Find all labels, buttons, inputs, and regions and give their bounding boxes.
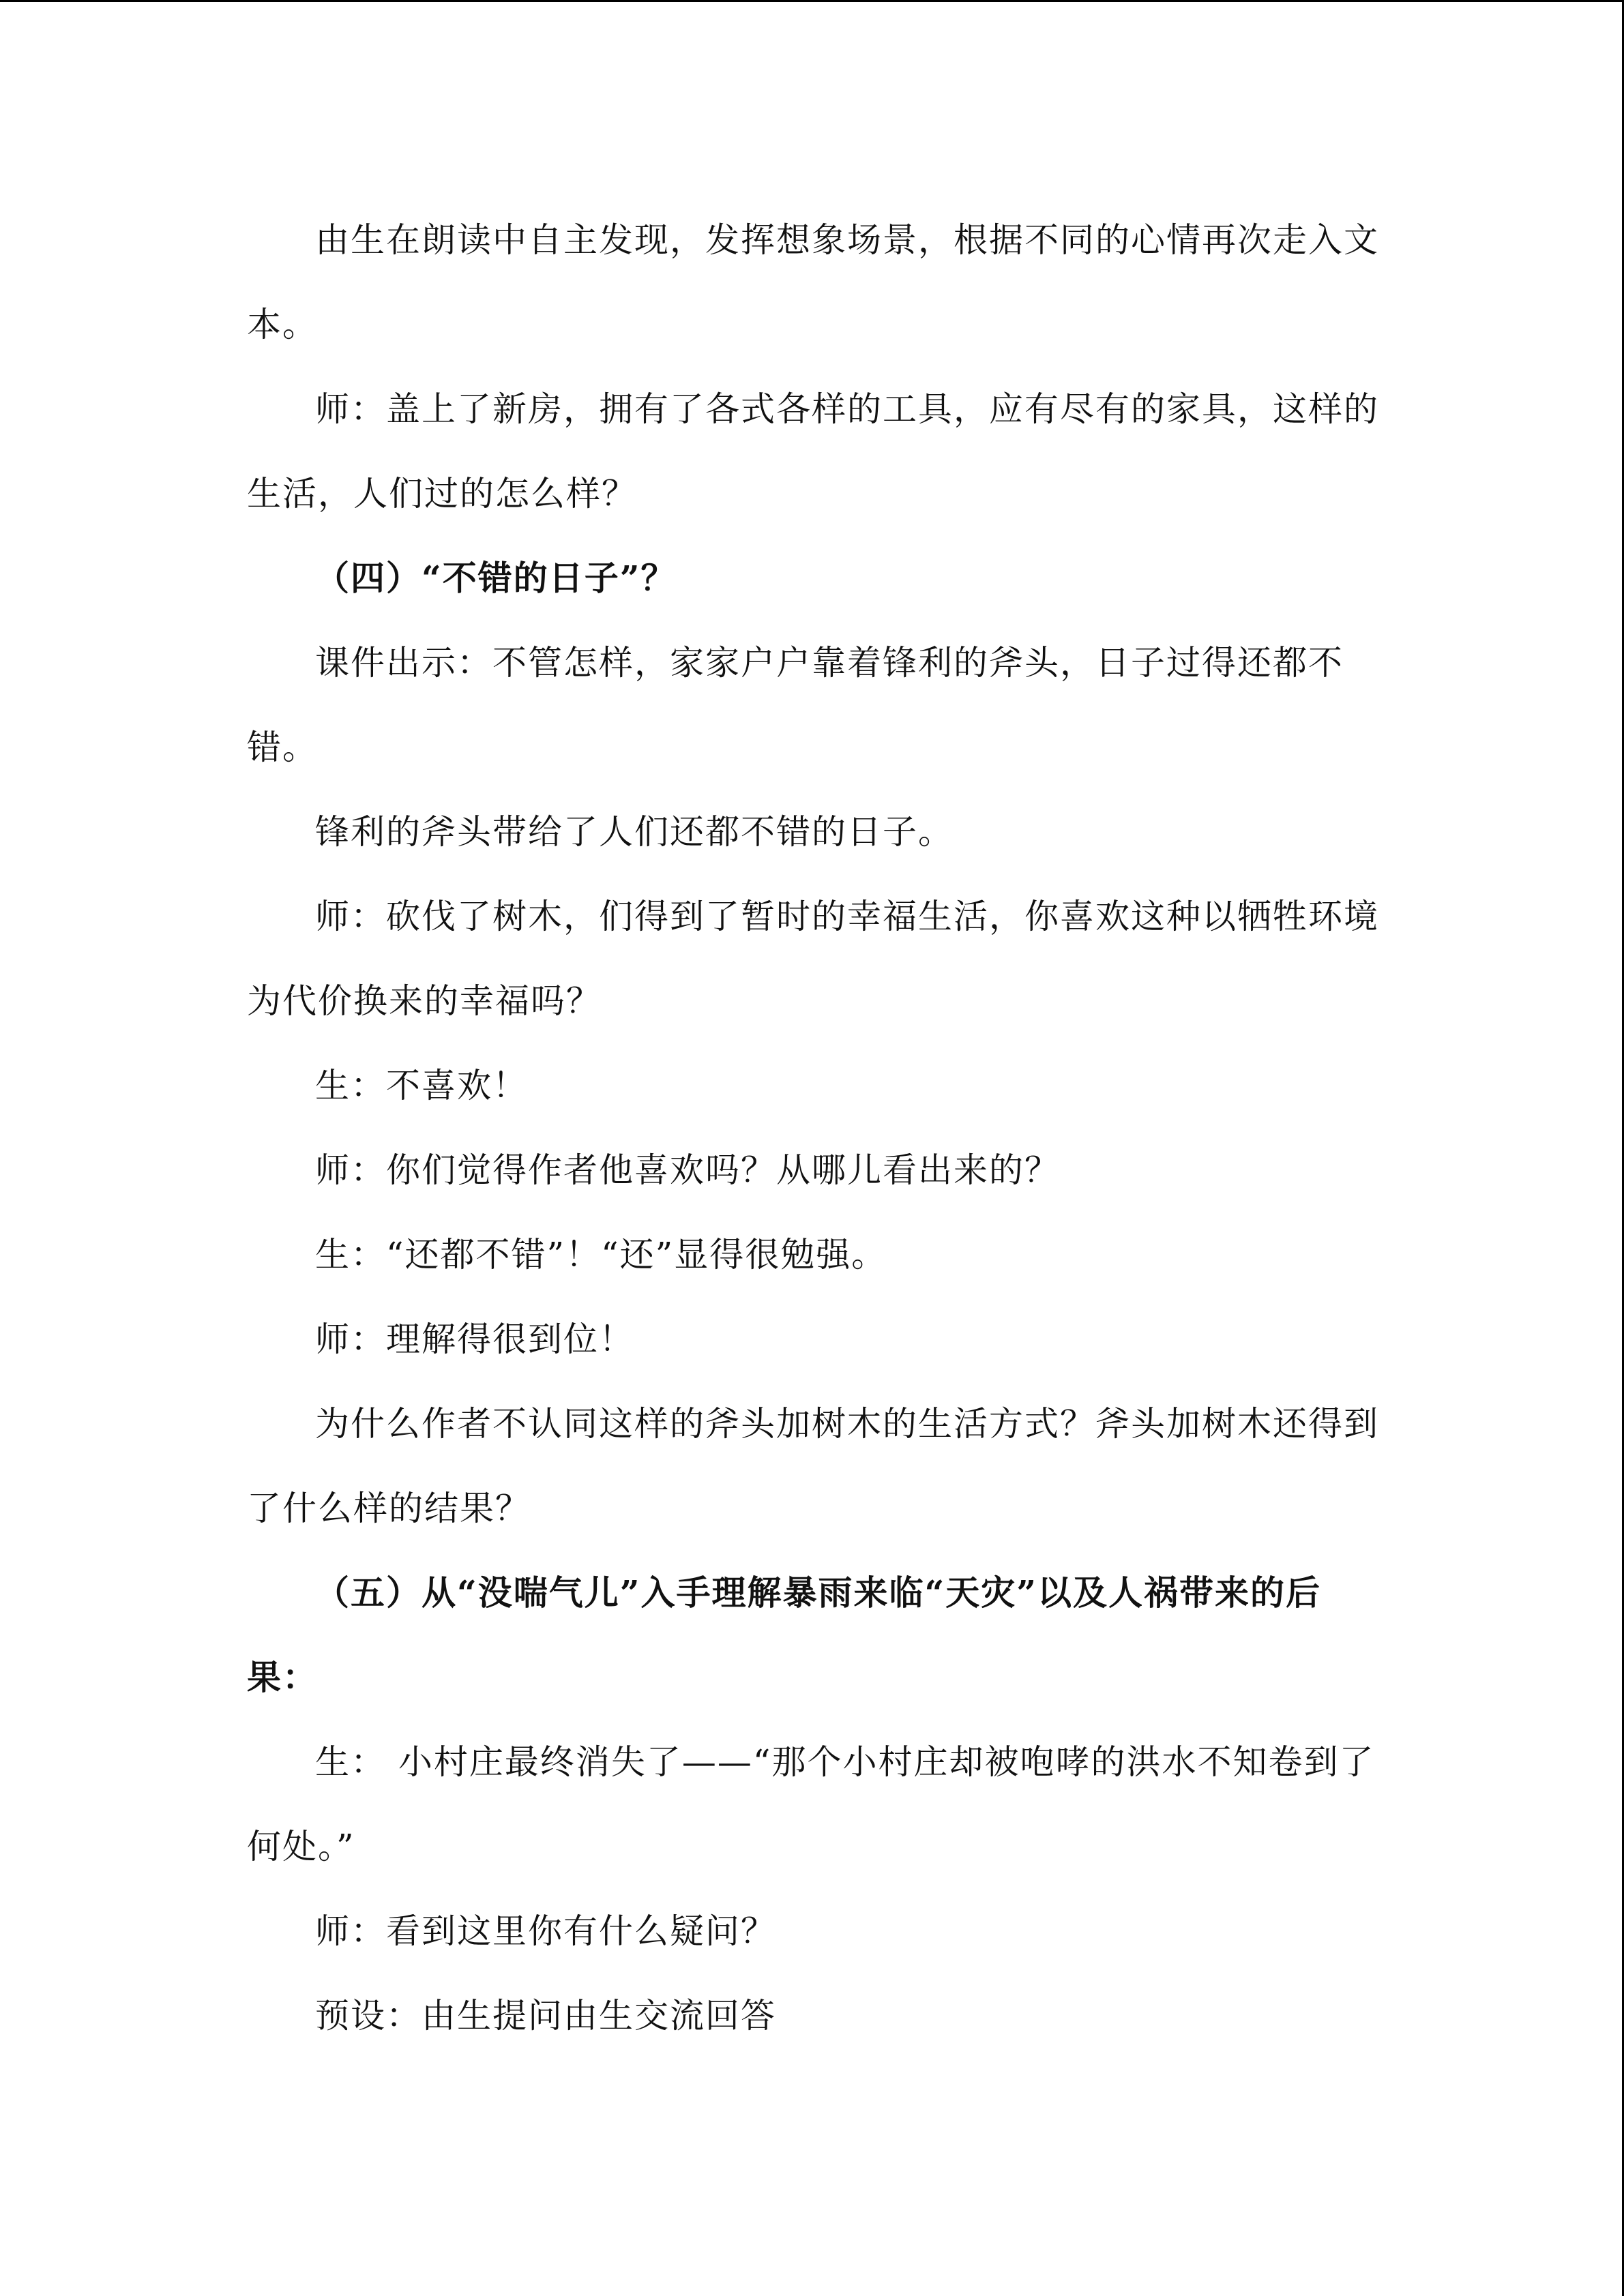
section-heading: （四）“不错的日子”？ xyxy=(315,558,677,598)
paragraph: 师：理解得很到位！ xyxy=(315,1320,634,1359)
paragraph: 师：你们觉得作者他喜欢吗？从哪儿看出来的？ xyxy=(315,1150,1060,1190)
paragraph: 课件出示：不管怎样，家家户户靠着锋利的斧头，日子过得还都不错。 xyxy=(247,643,1344,767)
paragraph: 为什么作者不认同这样的斧头加树木的生活方式？斧头加树木还得到了什么样的结果？ xyxy=(247,1404,1379,1528)
paragraph: 生：“还都不错”！“还”显得很勉强。 xyxy=(315,1235,887,1274)
paragraph: 预设：由生提问由生交流回答 xyxy=(315,1996,776,2036)
paragraph: 生：不喜欢！ xyxy=(315,1066,528,1105)
document-body xyxy=(247,198,1379,2058)
page-border-top xyxy=(0,0,1624,2)
paragraph: 师：盖上了新房，拥有了各式各样的工具，应有尽有的家具，这样的生活，人们过的怎么样？ xyxy=(247,389,1379,513)
paragraph: 师：看到这里你有什么疑问？ xyxy=(315,1911,776,1951)
paragraph: 锋利的斧头带给了人们还都不错的日子。 xyxy=(315,812,954,852)
section-heading: （五）从“没喘气儿”入手理解暴雨来临“天灾”以及人祸带来的后果： xyxy=(247,1572,1322,1697)
paragraph: 由生在朗读中自主发现，发挥想象场景，根据不同的心情再次走入文本。 xyxy=(247,220,1379,344)
paragraph: 师：砍伐了树木，们得到了暂时的幸福生活，你喜欢这种以牺牲环境为代价换来的幸福吗？ xyxy=(247,897,1379,1021)
paragraph: 生： 小村庄最终消失了——“那个小村庄却被咆哮的洪水不知卷到了何处。” xyxy=(247,1742,1375,1866)
